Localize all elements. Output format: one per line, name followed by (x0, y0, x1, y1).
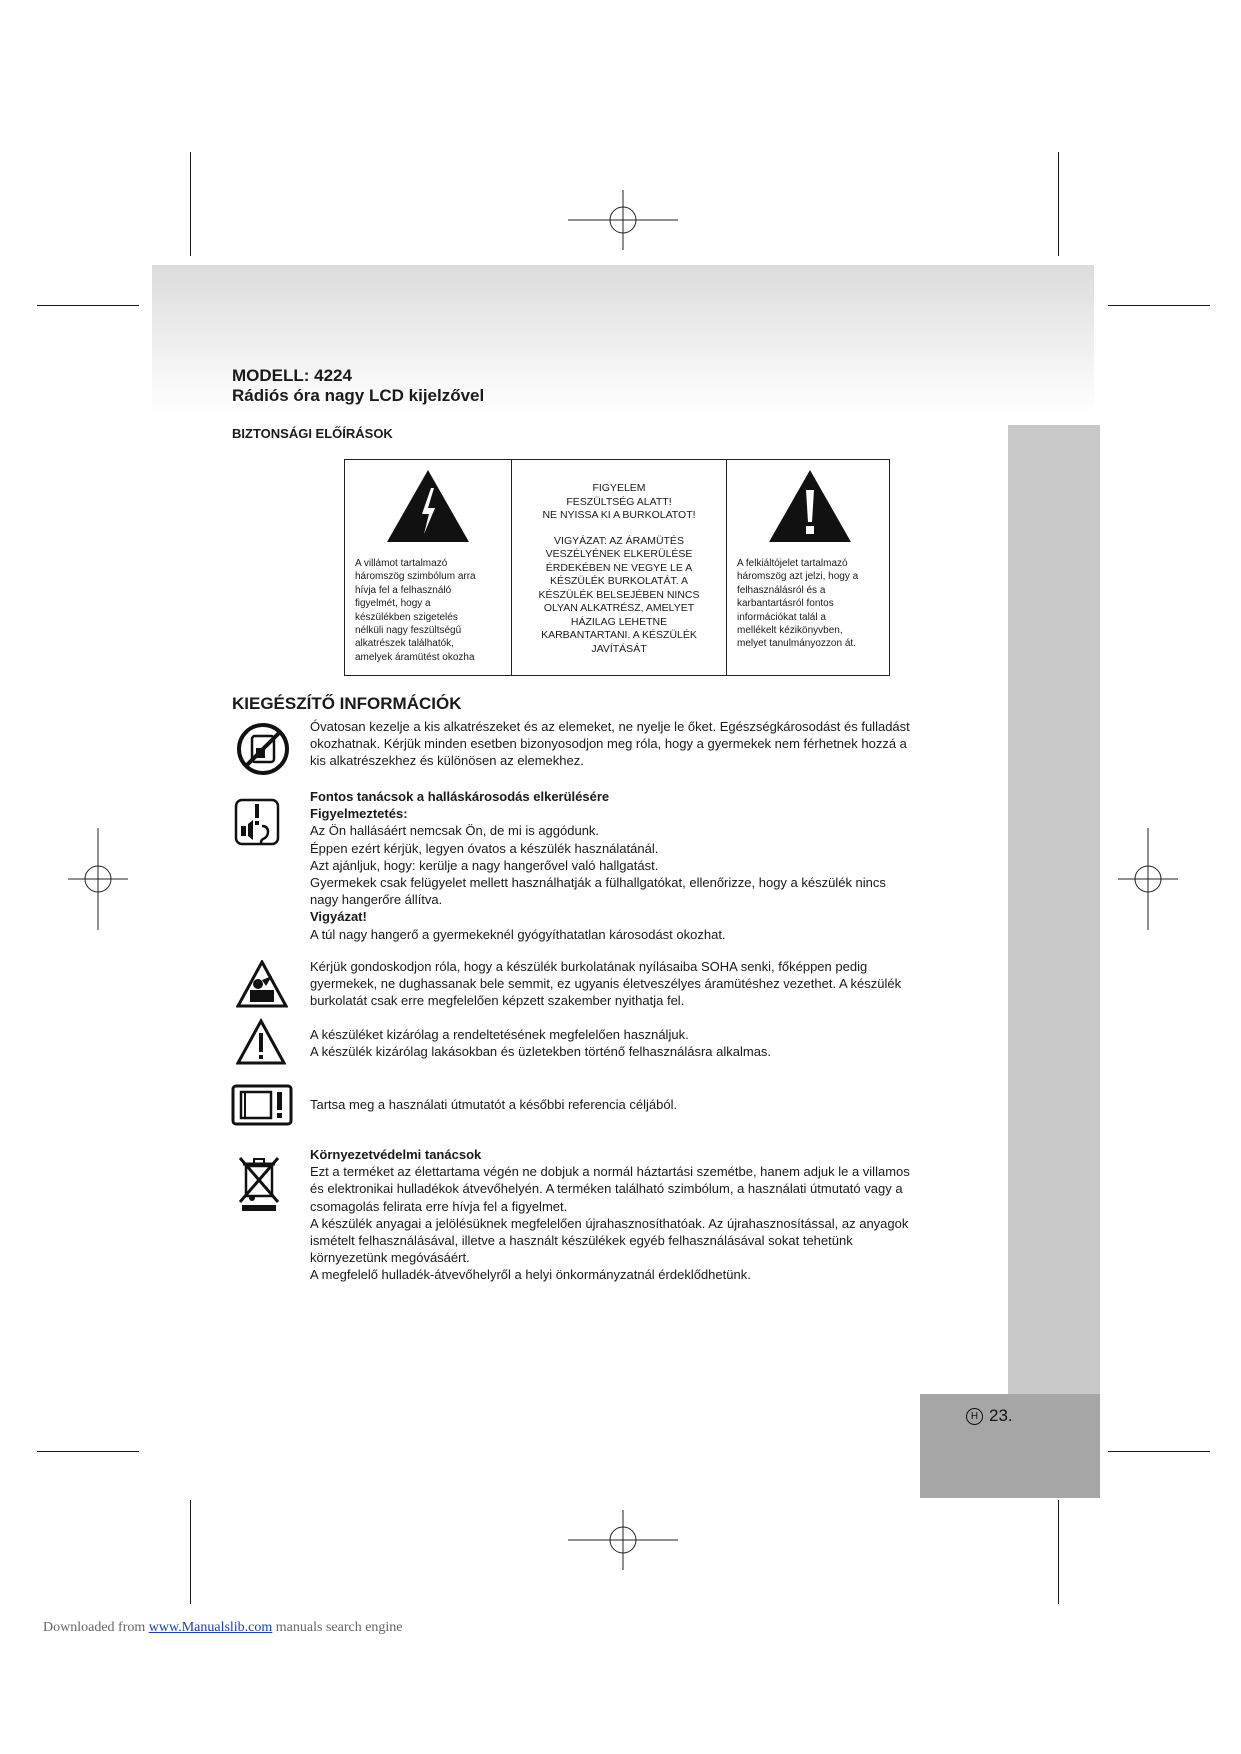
hearing-caution-label: Vigyázat! (310, 909, 367, 925)
crop-mark (190, 1500, 191, 1604)
safety-heading: BIZTONSÁGI ELŐÍRÁSOK (232, 426, 393, 441)
registration-mark-bottom (568, 1510, 678, 1570)
manual-paragraph: Tartsa meg a használati útmutatót a későbbi referencia céljából. (310, 1097, 678, 1112)
crop-mark (1108, 305, 1210, 306)
warning-right-text: A felkiáltójelet tartalmazó háromszög azt jelzi, hogy a felhasználásról és a karbantartásról fontos információkat talál a mellékelt kézikönyvben, melyet tanulmányozzon át. (737, 558, 859, 650)
warning-cell-right (727, 460, 890, 676)
crop-mark (190, 152, 191, 256)
download-footer: Downloaded from www.Manualslib.com manuals search engine (43, 1620, 403, 1635)
warning-cell-center (512, 460, 727, 676)
crop-mark (37, 305, 139, 306)
extra-info-heading: KIEGÉSZÍTŐ INFORMÁCIÓK (232, 694, 462, 713)
crop-mark (1058, 1500, 1059, 1604)
crop-mark (1108, 1451, 1210, 1452)
page-subtitle: Rádiós óra nagy LCD kijelzővel (232, 386, 485, 405)
exclamation-triangle-icon (767, 468, 853, 544)
usage-paragraph: A készüléket kizárólag a rendeltetésének megfelelően használjuk. A készülék kizárólag lakásokban és üzletekben történő felhasználásra alkalmas. (310, 1027, 772, 1060)
small-parts-paragraph: Óvatosan kezelje a kis alkatrészeket és az elemeket, ne nyelje le őket. Egészségkárosodást és fulladást okozhatnak. Kérjük minden esetben bizonyosodjon meg róla, hogy a gyermekek nem férhetnek hozzá a kis alkatrészekhez és különösen az elemekhez. (310, 719, 910, 769)
manualslib-link[interactable]: www.Manualslib.com (148, 1620, 273, 1635)
model-title: MODELL: 4224 (232, 366, 352, 385)
weee-bin-icon (238, 1154, 280, 1212)
no-insert-icon (236, 960, 288, 1008)
registration-mark-top (568, 190, 678, 250)
registration-mark-right (1118, 828, 1178, 930)
warning-table (344, 459, 890, 676)
hearing-title: Fontos tanácsok a halláskárosodás elkerülésére (310, 789, 610, 804)
page-number (966, 1406, 1013, 1426)
lightning-triangle-icon (385, 468, 471, 544)
warning-center-text: FIGYELEM FESZÜLTSÉG ALATT! NE NYISSA KI A BURKOLATOT! VIGYÁZAT: AZ ÁRAMÜTÉS VESZÉLYÉNEK ELKERÜLÉSE ÉRDEKÉBEN NE VEGYE LE A KÉSZÜLÉK BURKOLATÁT. A KÉSZÜLÉK BELSEJÉBEN NINCS OLYAN ALKATRÉSZ, AMELYET HÁZILAG LEHETNE KARBANTARTANI. A KÉSZÜLÉK JAVÍTÁSÁT (538, 482, 700, 655)
hearing-warning-icon (234, 798, 280, 846)
environment-section: Környezetvédelmi tanácsok Ezt a terméket az élettartama végén ne dobjuk a normál háztartási szemétbe, hanem adjuk le a villamos és elektronikai hulladékok átvevőhelyén. A terméken található szimbólum, a használati útmutató vagy a csomagolás felirata erre hívja fel a figyelmet. A készülék anyagai a jelölésüknek megfelelően újrahasznosíthatóak. Az újrahasznosítással, az anyagok ismételt felhasználásával, illetve a használt készülékek egyéb felhasználásával sokat tehetünk környezetünk megóvásáért. A megfelelő hulladék-átvevőhelyről a helyi önkormányzatnál érdeklődhetünk. (310, 1147, 910, 1283)
caution-triangle-icon (236, 1018, 286, 1066)
warning-left-text: A villámot tartalmazó háromszög szimbólum arra hívja fel a felhasználó figyelmét, hogy a készülékben szigetelés nélküli nagy feszültségű alkatrészek találhatók, amelyek áramütést okozha (355, 558, 476, 663)
hearing-section: Fontos tanácsok a halláskárosodás elkerülésére Figyelmeztetés: Az Ön hallásáért nemcsak Ön, de mi is aggódunk. Éppen ezért kérjük, legyen óvatos a készülék használatánál. Azt ajánljuk, hogy: kerülje a nagy hangerővel való hallgatást. Gyermekek csak felügyelet mellett használhatják a fülhallgatókat, ellenőrizze, hogy a készülék nincs nagy hangerőre állítva. Vigyázat! A túl nagy hangerő a gyermekeknél gyógyíthatatlan károsodást okozhat. (310, 789, 886, 942)
language-badge: H (966, 1408, 983, 1425)
no-swallow-icon (236, 722, 290, 776)
manual-icon (231, 1084, 293, 1126)
warning-cell-left (345, 460, 512, 676)
registration-mark-left (68, 828, 128, 930)
crop-mark (37, 1451, 139, 1452)
page-number-text: 23. (989, 1406, 1013, 1425)
openings-paragraph: Kérjük gondoskodjon róla, hogy a készülék burkolatának nyílásaiba SOHA senki, főképpen pedig gyermekek, ne dughassanak bele semmit, ez ugyanis életveszélyes áramütéshez vezethet. A készülék burkolatát csak erre megfelelően képzett szakember nyithatja fel. (310, 959, 902, 1009)
environment-title: Környezetvédelmi tanácsok (310, 1147, 482, 1162)
hearing-warning-label: Figyelmeztetés: (310, 806, 408, 822)
crop-mark (1058, 152, 1059, 256)
side-bar (1008, 425, 1100, 1395)
